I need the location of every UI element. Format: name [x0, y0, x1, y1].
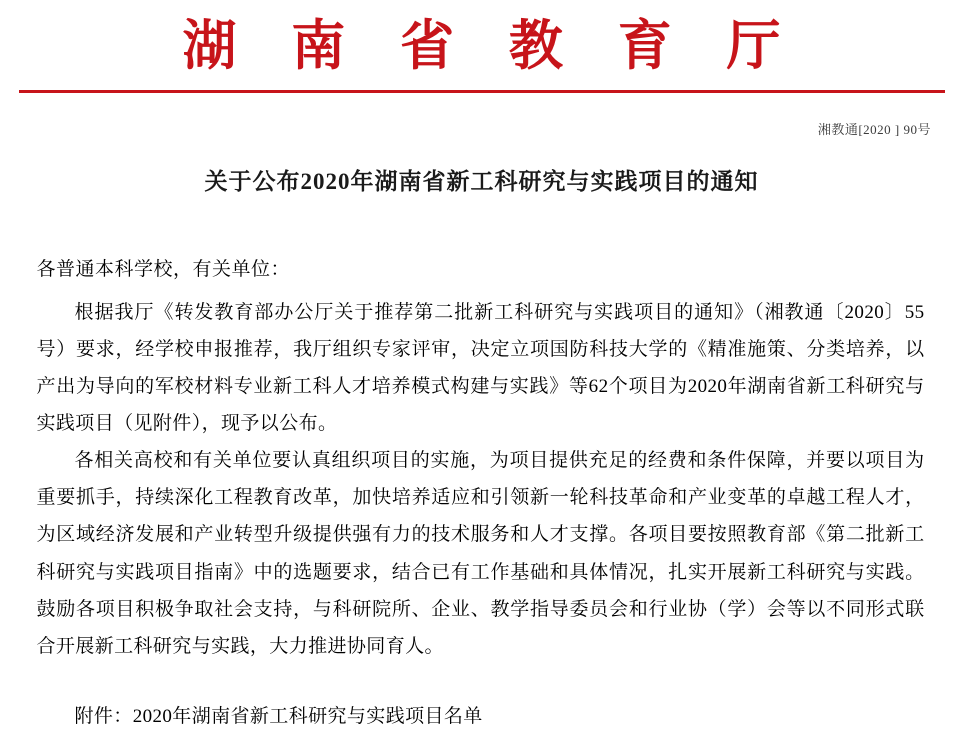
body-paragraph-2: 各相关高校和有关单位要认真组织项目的实施，为项目提供充足的经费和条件保障，并要以项目为重要抓手，持续深化工程教育改革，加快培养适应和引领新一轮科技革命和产业变革的卓越工程人才，为区域经济发展和产业转型升级提供强有力的技术服务和人才支撑。各项目要按照教育部《第二批新工科研究与实践项目指南》中的选题要求，结合已有工作基础和具体情况，扎实开展新工科研究与实践。鼓励各项目积极争取社会支持，与科研院所、企业、教学指导委员会和行业协（学）会等以不同形式联合开展新工科研究与实践，大力推进协同育人。 [36, 450, 925, 657]
document-number: 湘教通[2020 ] 90号 [817, 122, 931, 138]
page-title: 关于公布2020年湖南省新工科研究与实践项目的通知 [204, 169, 759, 195]
masthead-divider [19, 90, 945, 93]
issuing-organization-title: 湖 南 省 教 育 厅 [182, 13, 799, 77]
document-body [19, 252, 945, 728]
body-paragraph-1: 根据我厅《转发教育部办公厅关于推荐第二批新工科研究与实践项目的通知》（湘教通〔2020〕55号）要求，经学校申报推荐，我厅组织专家评审，决定立项国防科技大学的《精准施策、分类培养，以产出为导向的军校材料专业新工科人才培养模式构建与实践》等62个项目为2020年湖南省新工科研究与实践项目（见附件），现予以公布。 [36, 302, 925, 435]
attachment-line: 附件：2020年湖南省新工科研究与实践项目名单 [74, 705, 483, 727]
document-number-row [0, 119, 963, 139]
masthead [0, 0, 963, 93]
salutation: 各普通本科学校，有关单位： [36, 259, 291, 281]
